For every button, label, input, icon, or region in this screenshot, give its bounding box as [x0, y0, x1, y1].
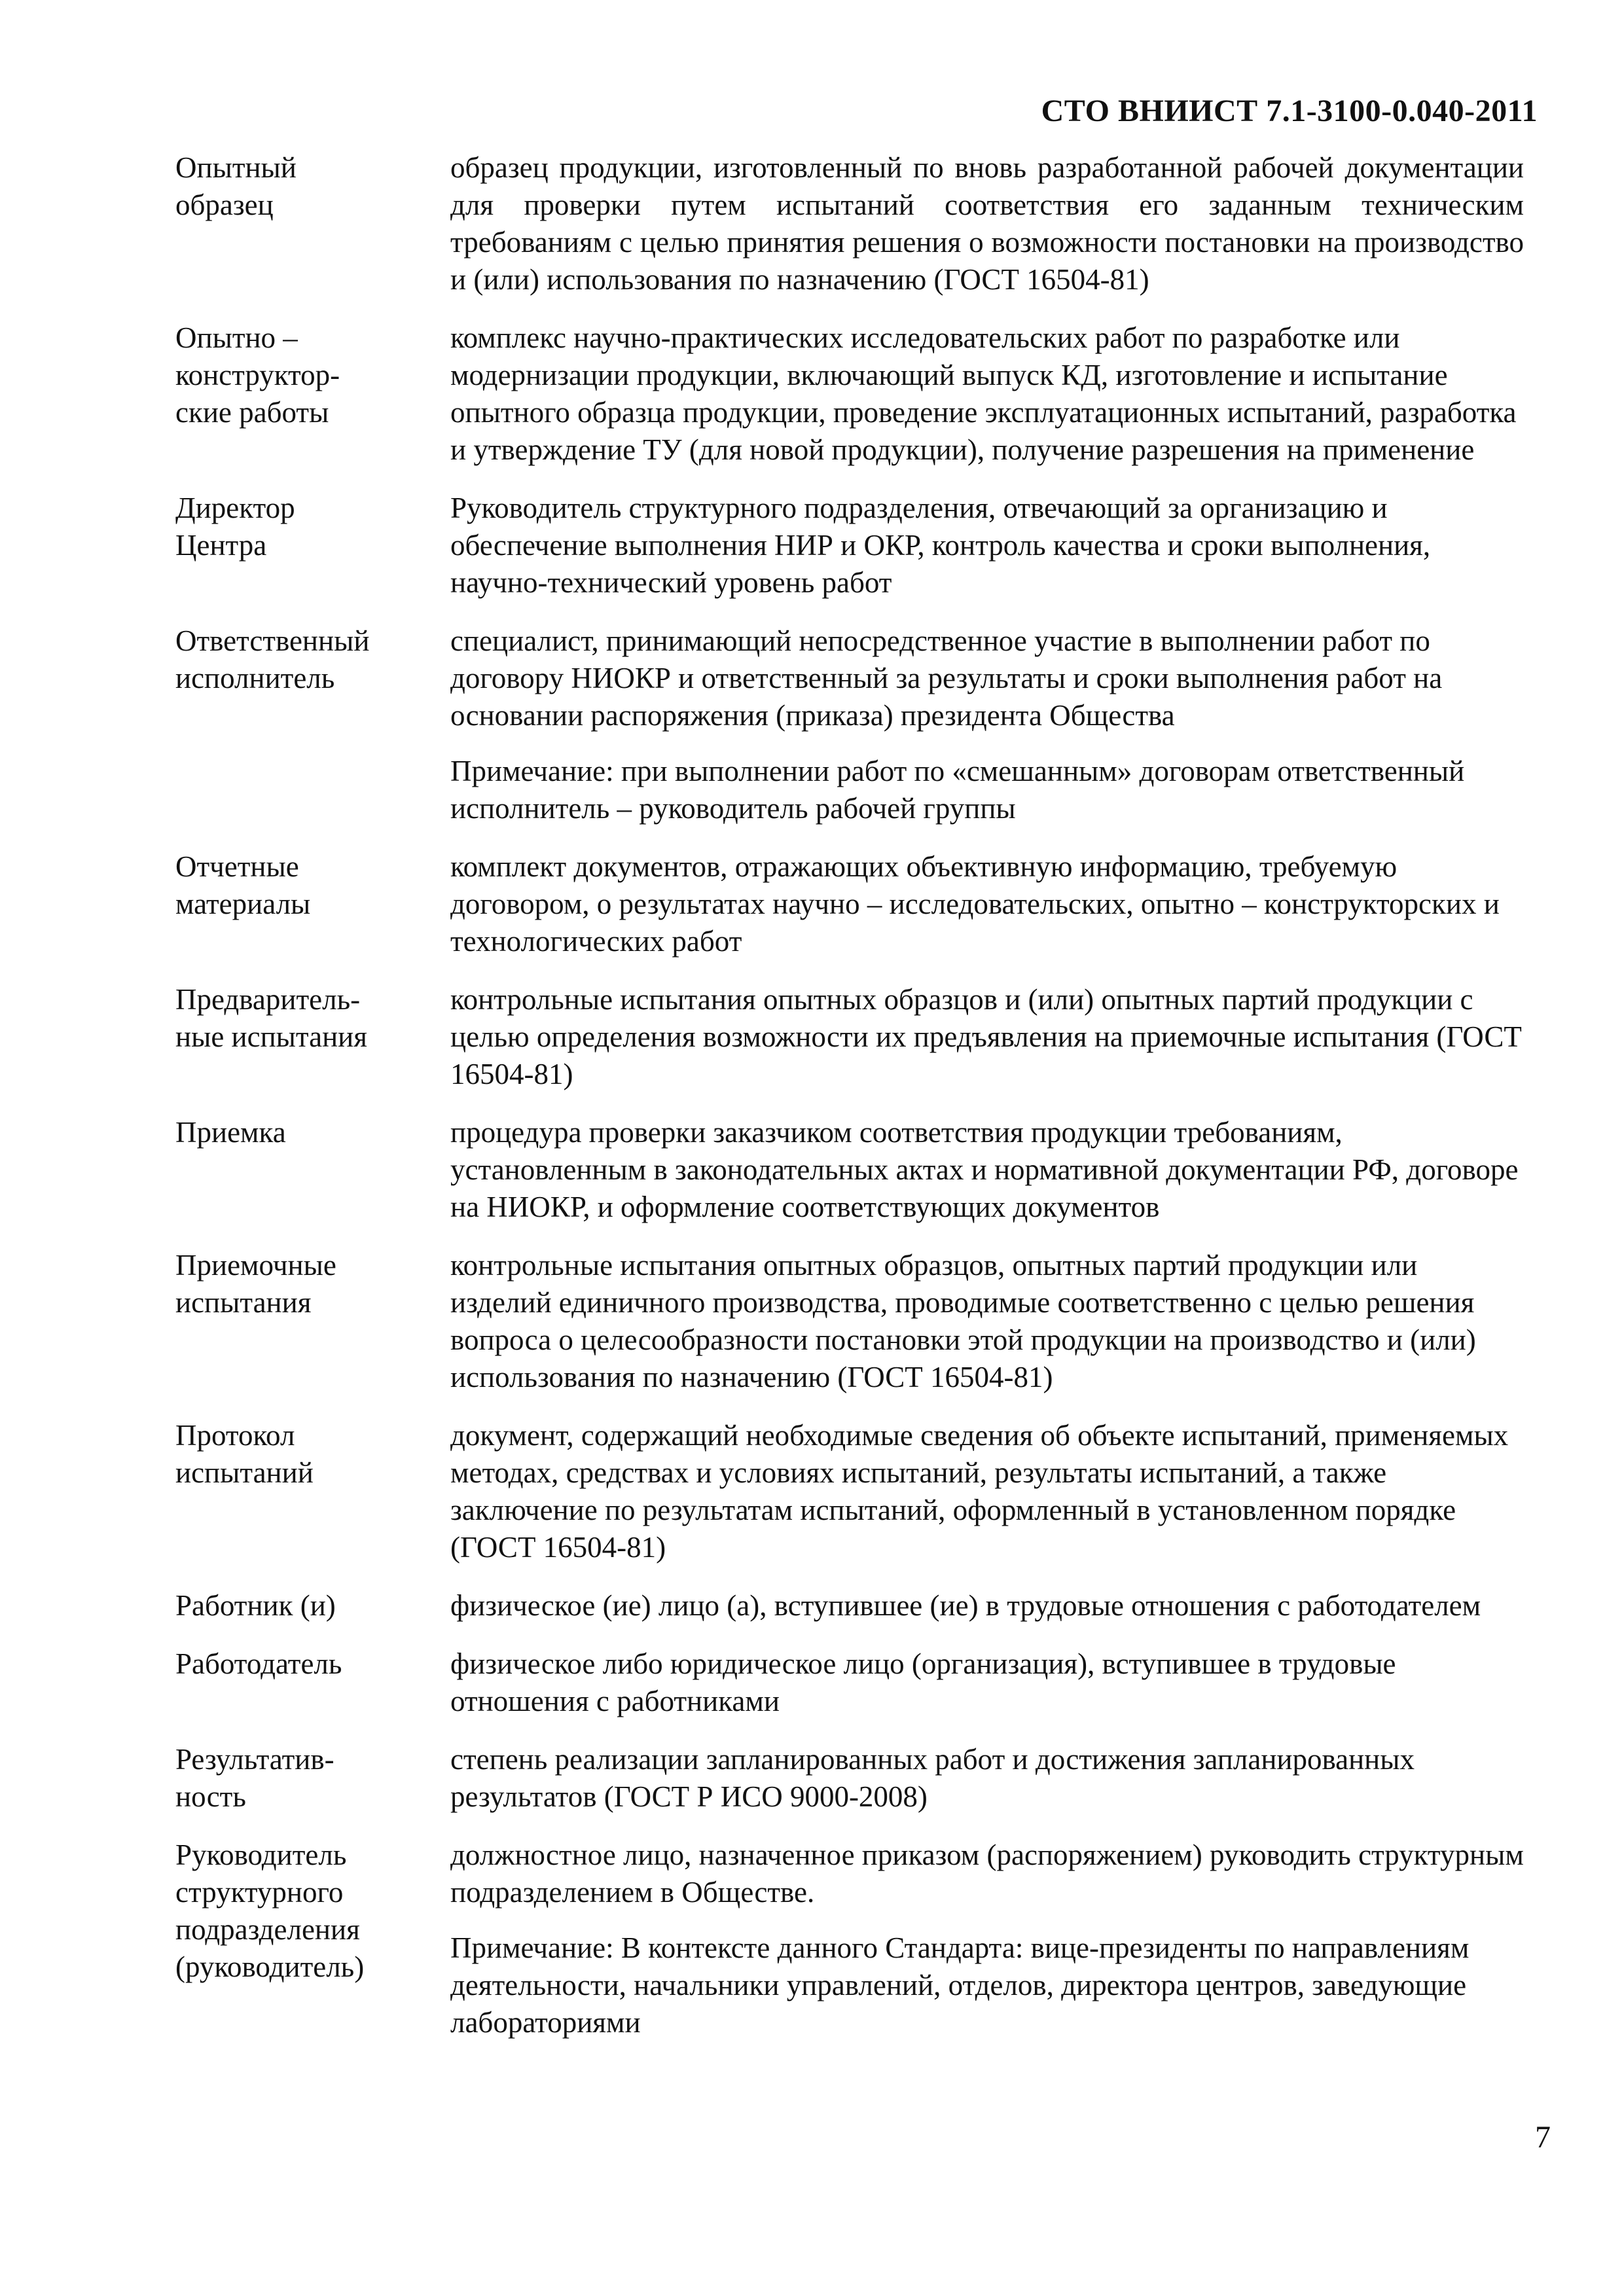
- term-definition: документ, содержащий необходимые сведения об объекте испытаний, применяемых методах, средствах и условиях испытаний, результаты испытаний, а также заключение по результатам испытаний, оформленный в установленном порядке (ГОСТ 16504-81): [450, 1419, 1509, 1564]
- term-label: Предваритель- ные испытания: [175, 983, 367, 1053]
- document-code-header: СТО ВНИИСТ 7.1-3100-0.040-2011: [1041, 94, 1538, 128]
- term-definition-block: [450, 490, 1524, 601]
- term-definition: специалист, принимающий непосредственное участие в выполнении работ по договору НИОКР и ответственный за результаты и сроки выполнения работ на основании распоряжения (приказа) президента Общества: [450, 624, 1443, 732]
- term-label: Приемочные испытания: [175, 1249, 336, 1319]
- term-definition-block: [450, 1741, 1524, 1816]
- term-entry: [175, 149, 1524, 298]
- term-definition-block: [450, 319, 1524, 469]
- term-definition-block: [450, 981, 1524, 1093]
- term-entry: [175, 1645, 1524, 1720]
- term-note: Примечание: В контексте данного Стандарта: вице-президенты по направлениям деятельности, начальники управлений, отделов, директора центров, заведующие лабораториями: [450, 1931, 1470, 2039]
- term-entry: [175, 1114, 1524, 1226]
- term-entry: [175, 981, 1524, 1093]
- term-definition: физическое либо юридическое лицо (организация), вступившее в трудовые отношения с работниками: [450, 1647, 1396, 1717]
- term-label: Работодатель: [175, 1647, 342, 1680]
- term-definition-block: [450, 1114, 1524, 1226]
- term-note: Примечание: при выполнении работ по «смешанным» договорам ответственный исполнитель – руководитель рабочей группы: [450, 755, 1465, 825]
- term-entry: [175, 622, 1524, 827]
- term-definition: комплект документов, отражающих объективную информацию, требуемую договором, о результатах научно – исследовательских, опытно – конструкторских и технологических работ: [450, 850, 1500, 958]
- term-definition-block: [450, 1417, 1524, 1566]
- term-definition: Руководитель структурного подразделения, отвечающий за организацию и обеспечение выполнения НИР и ОКР, контроль качества и сроки выполнения, научно-технический уровень работ: [450, 492, 1431, 599]
- term-entry: [175, 1587, 1524, 1624]
- term-label: Работник (и): [175, 1589, 336, 1622]
- term-entry: [175, 319, 1524, 469]
- term-label: Протокол испытаний: [175, 1419, 314, 1489]
- term-label: Опытный образец: [175, 151, 297, 221]
- term-entry: [175, 1247, 1524, 1396]
- term-definition-block: [450, 149, 1524, 298]
- term-definition: физическое (ие) лицо (а), вступившее (ие) в трудовые отношения с работодателем: [450, 1589, 1481, 1622]
- term-entry: [175, 490, 1524, 601]
- term-definition: контрольные испытания опытных образцов и (или) опытных партий продукции с целью определения возможности их предъявления на приемочные испытания (ГОСТ 16504-81): [450, 983, 1522, 1090]
- term-definition-block: [450, 622, 1524, 827]
- term-definition-block: [450, 1247, 1524, 1396]
- page-number: 7: [1535, 2120, 1551, 2155]
- term-label: Результатив- ность: [175, 1743, 334, 1813]
- term-entry: [175, 1837, 1524, 2041]
- term-entry: [175, 1417, 1524, 1566]
- term-entry: [175, 1741, 1524, 1816]
- term-label: Опытно – конструктор- ские работы: [175, 321, 340, 429]
- term-definition: должностное лицо, назначенное приказом (распоряжением) руководить структурным подразделением в Обществе.: [450, 1839, 1524, 1909]
- term-definition: контрольные испытания опытных образцов, опытных партий продукции или изделий единичного производства, проводимые соответственно с целью решения вопроса о целесообразности постановки этой продукции на производство и (или) использования по назначению (ГОСТ 16504-81): [450, 1249, 1476, 1393]
- term-label: Ответственный исполнитель: [175, 624, 370, 694]
- term-definition: процедура проверки заказчиком соответствия продукции требованиям, установленным в законодательных актах и нормативной документации РФ, договоре на НИОКР, и оформление соответствующих документов: [450, 1116, 1519, 1223]
- term-entry: [175, 848, 1524, 960]
- term-label: Приемка: [175, 1116, 286, 1149]
- term-definition-block: [450, 1587, 1524, 1624]
- term-definition: образец продукции, изготовленный по вновь разработанной рабочей документации для проверки путем испытаний соответствия его заданным техническим требованиям с целью принятия решения о возможности постановки на производство и (или) использования по назначению (ГОСТ 16504-81): [450, 151, 1524, 296]
- term-label: Отчетные материалы: [175, 850, 311, 920]
- term-definition: комплекс научно-практических исследовательских работ по разработке или модернизации продукции, включающий выпуск КД, изготовление и испытание опытного образца продукции, проведение эксплуатационных испытаний, разработка и утверждение ТУ (для новой продукции), получение разрешения на применение: [450, 321, 1517, 466]
- term-definition: степень реализации запланированных работ и достижения запланированных результатов (ГОСТ Р ИСО 9000-2008): [450, 1743, 1415, 1813]
- terms-list: [175, 149, 1524, 2062]
- term-definition-block: [450, 1645, 1524, 1720]
- term-label: Руководитель структурного подразделения (руководитель): [175, 1839, 365, 1983]
- term-label: Директор Центра: [175, 492, 295, 562]
- term-definition-block: [450, 848, 1524, 960]
- term-definition-block: [450, 1837, 1524, 2041]
